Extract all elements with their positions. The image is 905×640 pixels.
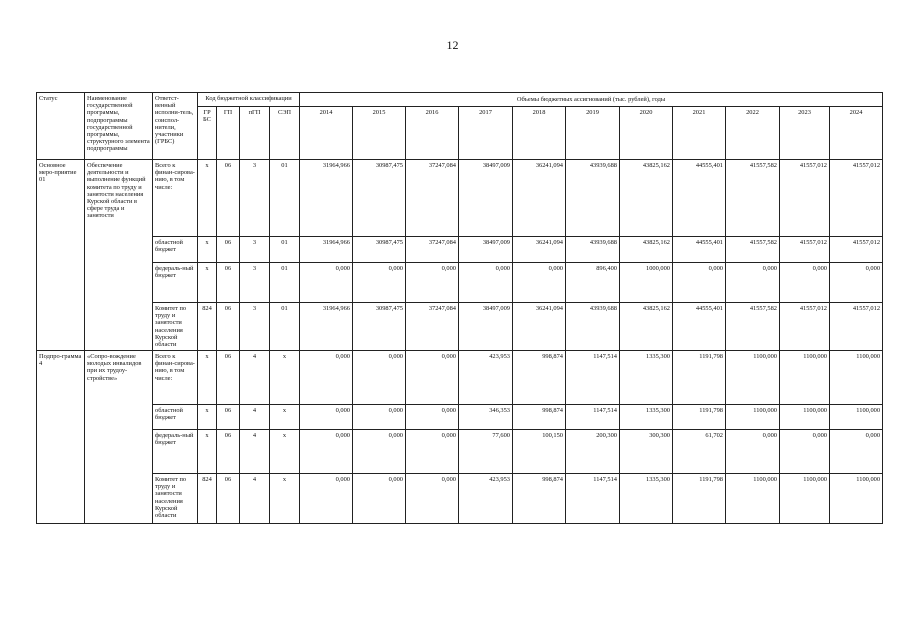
- header-executor: Ответст-венный исполни-тель, соиспол-нители, участники (ГРБС): [153, 93, 198, 160]
- row-value: 41557,582: [726, 160, 780, 237]
- header-budget-code: Код бюджетной классификации: [198, 93, 300, 107]
- row-value: 0,000: [406, 263, 459, 303]
- row-value: 36241,094: [513, 160, 566, 237]
- header-year: 2017: [459, 107, 513, 160]
- header-code-pgp: пГП: [240, 107, 270, 160]
- row-name: «Сопро-вождение молодых инвалидов при их трудоу-стройстве»: [85, 351, 153, 524]
- row-executor: федераль-ный бюджет: [153, 263, 198, 303]
- row-value: 1147,514: [566, 474, 620, 524]
- row-executor: Всего к финан-сирова-нию, в том числе:: [153, 160, 198, 237]
- header-status: Статус: [37, 93, 85, 160]
- row-value: 0,000: [300, 351, 353, 405]
- row-value: 896,400: [566, 263, 620, 303]
- row-value: 1100,000: [780, 405, 830, 430]
- row-value: 0,000: [726, 430, 780, 474]
- row-code: х: [198, 237, 217, 263]
- row-value: 0,000: [406, 351, 459, 405]
- row-status: Основное меро-приятие 01: [37, 160, 85, 351]
- row-code: 4: [240, 405, 270, 430]
- row-code: 06: [217, 303, 240, 351]
- header-row-1: [37, 93, 883, 107]
- header-year: 2022: [726, 107, 780, 160]
- header-year: 2016: [406, 107, 459, 160]
- row-value: 38497,009: [459, 160, 513, 237]
- row-value: 1191,798: [673, 351, 726, 405]
- header-code-sep: СЭП: [270, 107, 300, 160]
- row-value: 0,000: [513, 263, 566, 303]
- row-code: х: [198, 430, 217, 474]
- row-code: 01: [270, 237, 300, 263]
- row-value: 43825,162: [620, 303, 673, 351]
- row-value: 1100,000: [726, 351, 780, 405]
- row-code: х: [270, 430, 300, 474]
- row-value: 998,874: [513, 474, 566, 524]
- row-value: 998,874: [513, 405, 566, 430]
- row-value: 346,353: [459, 405, 513, 430]
- row-value: 423,953: [459, 474, 513, 524]
- row-value: 0,000: [353, 430, 406, 474]
- row-executor: областной бюджет: [153, 405, 198, 430]
- row-value: 200,300: [566, 430, 620, 474]
- header-year: 2019: [566, 107, 620, 160]
- row-code: х: [270, 405, 300, 430]
- row-value: 36241,094: [513, 303, 566, 351]
- row-executor: Комитет по труду и занятости населения Курской области: [153, 474, 198, 524]
- row-value: 37247,084: [406, 237, 459, 263]
- budget-table: [36, 92, 883, 524]
- row-value: 44555,401: [673, 237, 726, 263]
- row-code: 01: [270, 160, 300, 237]
- row-value: 37247,084: [406, 303, 459, 351]
- row-value: 37247,084: [406, 160, 459, 237]
- row-code: х: [198, 351, 217, 405]
- row-code: 4: [240, 430, 270, 474]
- row-value: 1147,514: [566, 351, 620, 405]
- header-year: 2021: [673, 107, 726, 160]
- row-value: 0,000: [830, 430, 883, 474]
- row-executor: областной бюджет: [153, 237, 198, 263]
- page-number: 12: [446, 38, 459, 52]
- row-value: 1100,000: [726, 405, 780, 430]
- table-row: [37, 430, 883, 474]
- table-row: [37, 474, 883, 524]
- row-code: 3: [240, 303, 270, 351]
- row-value: 0,000: [300, 430, 353, 474]
- row-code: х: [270, 474, 300, 524]
- header-name: Наименование государственной программы, подпрограммы государственной программы, структурного элемента подпрограммы: [85, 93, 153, 160]
- header-year: 2020: [620, 107, 673, 160]
- row-value: 41557,012: [830, 237, 883, 263]
- row-value: 1100,000: [780, 474, 830, 524]
- row-code: х: [198, 263, 217, 303]
- row-code: 824: [198, 303, 217, 351]
- row-value: 1100,000: [780, 351, 830, 405]
- row-value: 36241,094: [513, 237, 566, 263]
- row-value: 0,000: [406, 474, 459, 524]
- row-value: 300,300: [620, 430, 673, 474]
- row-code: х: [198, 160, 217, 237]
- header-year: 2018: [513, 107, 566, 160]
- row-value: 1000,000: [620, 263, 673, 303]
- row-value: 30987,475: [353, 303, 406, 351]
- row-value: 0,000: [353, 351, 406, 405]
- row-value: 31964,966: [300, 303, 353, 351]
- table-row: [37, 237, 883, 263]
- row-code: 3: [240, 263, 270, 303]
- row-code: 06: [217, 263, 240, 303]
- header-code-grbs: ГР БС: [198, 107, 217, 160]
- row-code: 3: [240, 237, 270, 263]
- header-year: 2023: [780, 107, 830, 160]
- row-value: 1335,300: [620, 351, 673, 405]
- row-value: 1100,000: [726, 474, 780, 524]
- row-code: 06: [217, 474, 240, 524]
- header-year: 2014: [300, 107, 353, 160]
- row-value: 0,000: [406, 430, 459, 474]
- row-code: 06: [217, 430, 240, 474]
- row-value: 998,874: [513, 351, 566, 405]
- row-value: 41557,012: [780, 303, 830, 351]
- row-value: 44555,401: [673, 303, 726, 351]
- row-code: 3: [240, 160, 270, 237]
- row-value: 0,000: [300, 405, 353, 430]
- row-code: 06: [217, 160, 240, 237]
- row-code: 4: [240, 474, 270, 524]
- row-value: 0,000: [353, 263, 406, 303]
- row-value: 1191,798: [673, 405, 726, 430]
- row-value: 0,000: [300, 474, 353, 524]
- row-executor: Комитет по труду и занятости населения Курской области: [153, 303, 198, 351]
- row-value: 44555,401: [673, 160, 726, 237]
- row-value: 0,000: [780, 263, 830, 303]
- table-row: [37, 405, 883, 430]
- table-row: [37, 263, 883, 303]
- row-code: 4: [240, 351, 270, 405]
- row-executor: Всего к финан-сирова-нию, в том числе:: [153, 351, 198, 405]
- row-code: 01: [270, 263, 300, 303]
- row-value: 41557,582: [726, 303, 780, 351]
- row-value: 0,000: [353, 405, 406, 430]
- row-value: 0,000: [459, 263, 513, 303]
- row-value: 0,000: [830, 263, 883, 303]
- header-year: 2024: [830, 107, 883, 160]
- table-row: [37, 303, 883, 351]
- row-value: 0,000: [780, 430, 830, 474]
- table-body: [37, 160, 883, 524]
- row-value: 43939,688: [566, 303, 620, 351]
- row-value: 1191,798: [673, 474, 726, 524]
- row-value: 30987,475: [353, 237, 406, 263]
- row-value: 31964,966: [300, 237, 353, 263]
- row-value: 0,000: [673, 263, 726, 303]
- row-code: 824: [198, 474, 217, 524]
- row-value: 1335,300: [620, 474, 673, 524]
- row-value: 1100,000: [830, 405, 883, 430]
- row-value: 41557,012: [830, 160, 883, 237]
- row-code: х: [270, 351, 300, 405]
- header-year: 2015: [353, 107, 406, 160]
- row-value: 1147,514: [566, 405, 620, 430]
- row-code: 01: [270, 303, 300, 351]
- row-value: 1335,300: [620, 405, 673, 430]
- row-value: 41557,012: [780, 237, 830, 263]
- table-row: [37, 351, 883, 405]
- row-value: 43825,162: [620, 160, 673, 237]
- row-value: 31964,966: [300, 160, 353, 237]
- row-value: 1100,000: [830, 351, 883, 405]
- row-value: 43939,688: [566, 160, 620, 237]
- table-row: [37, 160, 883, 237]
- row-code: х: [198, 405, 217, 430]
- row-value: 41557,012: [830, 303, 883, 351]
- row-value: 0,000: [300, 263, 353, 303]
- row-value: 423,953: [459, 351, 513, 405]
- row-value: 77,600: [459, 430, 513, 474]
- header-volumes: Объемы бюджетных ассигнований (тыс. рублей), годы: [300, 93, 883, 107]
- row-code: 06: [217, 237, 240, 263]
- row-value: 41557,582: [726, 237, 780, 263]
- row-value: 0,000: [726, 263, 780, 303]
- row-executor: федераль-ный бюджет: [153, 430, 198, 474]
- row-value: 61,702: [673, 430, 726, 474]
- row-status: Подпро-грамма 4: [37, 351, 85, 524]
- row-code: 06: [217, 405, 240, 430]
- row-value: 41557,012: [780, 160, 830, 237]
- row-value: 0,000: [353, 474, 406, 524]
- header-code-gp: ГП: [217, 107, 240, 160]
- row-name: Обеспечение деятельности и выполнение функций комитета по труду и занятости населения Курской области в сфере труда и занятости: [85, 160, 153, 351]
- row-value: 38497,009: [459, 303, 513, 351]
- row-value: 1100,000: [830, 474, 883, 524]
- row-value: 43939,688: [566, 237, 620, 263]
- row-value: 100,150: [513, 430, 566, 474]
- row-value: 0,000: [406, 405, 459, 430]
- row-value: 38497,009: [459, 237, 513, 263]
- row-code: 06: [217, 351, 240, 405]
- row-value: 30987,475: [353, 160, 406, 237]
- row-value: 43825,162: [620, 237, 673, 263]
